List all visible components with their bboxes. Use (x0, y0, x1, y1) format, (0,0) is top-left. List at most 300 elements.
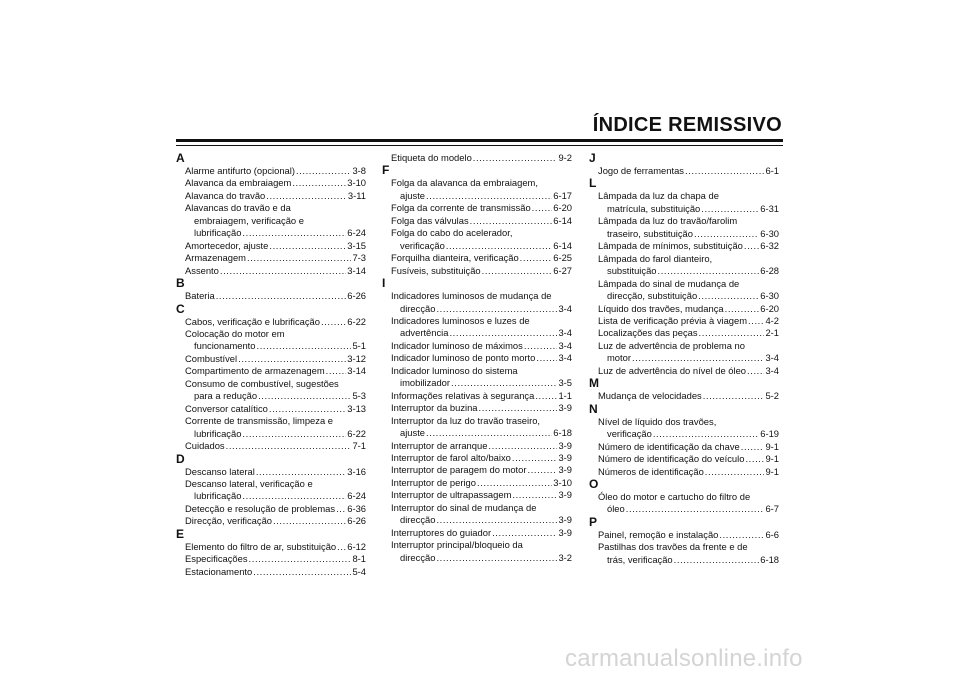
index-page-number: 3-9 (558, 489, 572, 501)
index-entry (589, 215, 779, 240)
dot-leader (242, 227, 346, 239)
index-entry (382, 352, 572, 364)
index-entry (382, 489, 572, 501)
index-entry-text: Interruptor de arranque (391, 439, 488, 451)
index-entry (589, 340, 779, 365)
index-entry-text: Corrente de transmissão, limpeza e (185, 415, 333, 427)
index-entry-text: trás, verificação (607, 553, 673, 565)
index-entry-text: Lâmpada do sinal de mudança de (598, 277, 740, 289)
index-page-number: 6-1 (765, 165, 779, 176)
index-entry-text: Elemento do filtro de ar, substituição (185, 540, 337, 552)
index-page-number: 5-3 (352, 390, 366, 402)
index-entry (589, 529, 779, 541)
index-page-number: 4-2 (765, 314, 779, 326)
index-page-number: 3-9 (558, 402, 572, 414)
index-entry-text: Assento (185, 264, 219, 276)
index-entry (176, 265, 366, 277)
index-page-number: 6-6 (765, 528, 779, 540)
index-entry (382, 252, 572, 264)
index-entry-text: Alarme antifurto (opcional) (185, 165, 295, 176)
index-entry-text: Interruptores do guiador (391, 526, 492, 538)
index-page-number: 6-24 (347, 490, 366, 502)
index-entry (382, 402, 572, 414)
dot-leader (520, 252, 553, 264)
index-letter-heading: C (176, 301, 185, 316)
dot-leader (337, 541, 346, 553)
dot-leader (705, 466, 765, 478)
index-entry-text: Folga do cabo do acelerador, (391, 227, 513, 239)
index-entry-text: Cabos, verificação e lubrificação (185, 315, 320, 327)
dot-leader (253, 566, 351, 578)
index-page-number: 7-1 (352, 440, 366, 452)
index-entry (382, 365, 572, 390)
dot-leader (446, 240, 552, 252)
dot-leader (326, 365, 347, 377)
index-entry-text: Alavanca da embraiagem (185, 177, 292, 189)
index-page-number: 3-11 (347, 189, 366, 201)
index-column-1 (176, 152, 366, 578)
index-entry-text: Líquido dos travões, mudança (598, 302, 724, 314)
index-entry-text: Óleo do motor e cartucho do filtro de (598, 490, 751, 502)
dot-leader (653, 428, 759, 440)
index-entry-text: Lista de verificação prévia à viagem (598, 314, 748, 326)
dot-leader (694, 228, 759, 240)
dot-leader (296, 165, 351, 177)
index-page-number: 3-10 (347, 177, 366, 189)
index-entry-text: Indicadores luminosos e luzes de (391, 314, 530, 326)
dot-leader (269, 403, 346, 415)
index-entry-text: substituição (607, 265, 657, 277)
index-entry-text: Etiqueta do modelo (391, 152, 472, 163)
page-title: ÍNDICE REMISSIVO (592, 114, 782, 136)
index-entry-text: Especificações (185, 553, 248, 565)
index-entry (176, 440, 366, 452)
index-page-number: 3-9 (558, 464, 572, 476)
index-entry-text: Interruptor principal/bloqueio da (391, 539, 523, 551)
index-letter-heading: E (176, 526, 185, 541)
index-entry (589, 491, 779, 516)
dot-leader (632, 352, 764, 364)
index-entry (382, 265, 572, 277)
index-letter-heading: B (176, 276, 185, 291)
dot-leader (436, 303, 557, 315)
index-letter-heading: P (589, 514, 598, 529)
index-entry (176, 566, 366, 578)
index-entry (382, 290, 572, 315)
dot-leader (658, 265, 760, 277)
index-entry-text: Interruptor de ultrapassagem (391, 489, 512, 501)
index-page-number: 9-1 (765, 440, 779, 452)
index-entry (589, 303, 779, 315)
index-entry-text: Luz de advertência de problema no (598, 339, 745, 351)
dot-leader (512, 452, 558, 464)
index-page-number: 6-14 (553, 239, 572, 251)
index-page-number: 3-12 (347, 352, 366, 364)
index-entry (382, 464, 572, 476)
index-letter-heading: D (176, 451, 185, 466)
index-entry-text: Alavanca do travão (185, 189, 266, 201)
dot-leader (426, 190, 552, 202)
dot-leader (258, 390, 351, 402)
index-entry-text: Mudança de velocidades (598, 390, 702, 402)
index-page-number: 5-1 (352, 340, 366, 352)
index-entry-text: verificação (400, 239, 445, 251)
index-entry (382, 177, 572, 202)
index-entry (589, 190, 779, 215)
index-entry (176, 541, 366, 553)
index-entry-text: Luz de advertência do nível de óleo (598, 364, 747, 376)
index-entry-text: Lâmpada do farol dianteiro, (598, 252, 713, 264)
index-entry-text: Lâmpada da luz do travão/farolim (598, 215, 738, 227)
index-entry (589, 441, 779, 453)
index-entry-text: Interruptor da buzina (391, 402, 478, 414)
index-entry-text: Lâmpada de mínimos, substituição (598, 240, 743, 252)
dot-leader (698, 290, 759, 302)
dot-leader (477, 477, 552, 489)
index-entry-text: Compartimento de armazenagem (185, 365, 325, 377)
index-entry (176, 190, 366, 202)
index-letter-heading: A (176, 151, 185, 165)
index-page-number: 3-10 (553, 476, 572, 488)
index-page-number: 5-4 (352, 565, 366, 577)
index-entry (176, 553, 366, 565)
dot-leader (701, 203, 759, 215)
dot-leader (238, 353, 346, 365)
index-entry-text: advertência (400, 327, 449, 339)
index-entry (176, 365, 366, 377)
index-entry (176, 252, 366, 264)
index-entry-text: direcção (400, 514, 436, 526)
index-entry (382, 415, 572, 440)
index-entry-text: Interruptor de paragem do motor (391, 464, 527, 476)
index-page-number: 6-26 (347, 290, 366, 302)
index-entry (382, 215, 572, 227)
index-entry-text: Descanso lateral (185, 465, 255, 477)
index-page-number: 8-1 (352, 553, 366, 565)
index-entry (176, 466, 366, 478)
index-page-number: 6-19 (760, 428, 779, 440)
index-entry-text: motor (607, 352, 631, 364)
index-entry-text: ajuste (400, 189, 426, 201)
index-entry (176, 503, 366, 515)
index-entry (176, 316, 366, 328)
index-page-number: 3-9 (558, 526, 572, 538)
index-page-number: 9-1 (765, 465, 779, 477)
index-letter-heading: O (589, 476, 599, 491)
index-page-number: 3-4 (558, 302, 572, 314)
index-page-number: 9-1 (765, 453, 779, 465)
dot-leader (725, 303, 760, 315)
dot-leader (266, 190, 347, 202)
index-page-number: 6-18 (760, 553, 779, 565)
index-entry (382, 227, 572, 252)
index-entry (176, 515, 366, 527)
index-entry-text: Bateria (185, 290, 215, 302)
index-entry (382, 315, 572, 340)
index-entry-text: Localizações das peças (598, 327, 698, 339)
dot-leader (528, 464, 558, 476)
dot-leader (524, 340, 558, 352)
index-page-number: 6-7 (765, 503, 779, 515)
index-entry-text: Armazenagem (185, 252, 246, 264)
index-letter-heading: N (589, 401, 598, 416)
index-page-number: 2-1 (765, 327, 779, 339)
index-entry (176, 202, 366, 239)
dot-leader (703, 390, 765, 402)
index-page-number: 3-13 (347, 402, 366, 414)
index-page-number: 3-4 (558, 352, 572, 364)
title-rule-thick (176, 139, 783, 142)
index-entry (589, 315, 779, 327)
dot-leader (745, 453, 764, 465)
index-entry (589, 453, 779, 465)
index-entry (589, 253, 779, 278)
index-page-number: 3-9 (558, 439, 572, 451)
dot-leader (220, 265, 346, 277)
index-entry-text: Cuidados (185, 440, 225, 452)
index-entry (176, 177, 366, 189)
index-page-number: 3-16 (347, 465, 366, 477)
dot-leader (741, 441, 765, 453)
dot-leader (247, 252, 351, 264)
index-entry-text: Direcção, verificação (185, 515, 273, 527)
dot-leader (436, 514, 557, 526)
dot-leader (426, 427, 552, 439)
index-entry (382, 539, 572, 564)
dot-leader (321, 316, 346, 328)
index-page-number: 6-14 (553, 214, 572, 226)
index-entry-text: Informações relativas à segurança (391, 389, 535, 401)
title-rule-thin (176, 145, 783, 146)
index-entry (382, 152, 572, 164)
index-entry-text: direcção (400, 551, 436, 563)
index-entry-text: Interruptor da luz do travão traseiro, (391, 414, 541, 426)
index-entry-text: Interruptor de farol alto/baixo (391, 451, 511, 463)
dot-leader (535, 390, 557, 402)
index-column-3 (589, 152, 779, 566)
index-entry (382, 527, 572, 539)
index-entry (589, 165, 779, 177)
index-entry-text: Indicador luminoso de máximos (391, 339, 523, 351)
index-letter-heading: F (382, 163, 390, 178)
dot-leader (336, 503, 346, 515)
index-entry-text: funcionamento (194, 340, 256, 352)
index-page-number: 3-5 (558, 377, 572, 389)
index-page-number: 3-8 (352, 165, 366, 176)
dot-leader (249, 553, 352, 565)
index-entry-text: Folga da alavanca da embraiagem, (391, 177, 538, 189)
index-entry (176, 328, 366, 353)
index-page-number: 6-22 (347, 315, 366, 327)
index-entry-text: Colocação do motor em (185, 327, 285, 339)
index-entry (382, 452, 572, 464)
dot-leader (747, 365, 764, 377)
index-entry (176, 478, 366, 503)
index-entry-text: Fusíveis, substituição (391, 264, 481, 276)
index-page-number: 3-14 (347, 264, 366, 276)
index-letter-heading: M (589, 376, 599, 391)
index-page-number: 3-4 (558, 327, 572, 339)
index-entry-text: Conversor catalítico (185, 402, 268, 414)
index-entry-text: Painel, remoção e instalação (598, 528, 719, 540)
dot-leader (436, 552, 557, 564)
index-page-number: 6-26 (347, 515, 366, 527)
index-entry-text: lubrificação (194, 227, 242, 239)
dot-leader (536, 352, 557, 364)
index-entry (589, 365, 779, 377)
index-entry (176, 378, 366, 403)
dot-leader (674, 554, 760, 566)
index-entry-text: Descanso lateral, verificação e (185, 477, 313, 489)
index-page-number: 6-28 (760, 265, 779, 277)
dot-leader (488, 440, 557, 452)
index-entry (176, 165, 366, 177)
index-entry-text: Números de identificação (598, 465, 704, 477)
index-entry (589, 240, 779, 252)
index-entry (589, 327, 779, 339)
dot-leader (512, 489, 557, 501)
index-entry-text: Pastilhas dos travões da frente e de (598, 541, 748, 553)
dot-leader (479, 402, 558, 414)
index-entry-text: Número de identificação do veículo (598, 453, 745, 465)
index-entry-text: Alavancas do travão e da (185, 202, 291, 214)
index-entry (589, 390, 779, 402)
dot-leader (226, 440, 352, 452)
dot-leader (473, 152, 558, 164)
index-entry (176, 353, 366, 365)
index-page-number: 3-4 (765, 364, 779, 376)
index-page-number: 6-12 (347, 540, 366, 552)
dot-leader (451, 377, 557, 389)
index-page-number: 6-32 (760, 240, 779, 252)
index-page-number: 6-27 (553, 264, 572, 276)
index-entry-text: Indicadores luminosos de mudança de (391, 290, 552, 302)
index-entry-text: Número de identificação da chave (598, 440, 740, 452)
index-entry-text: direcção, substituição (607, 290, 698, 302)
index-entry-text: Folga da corrente de transmissão (391, 202, 531, 214)
dot-leader (216, 290, 347, 302)
index-letter-heading: L (589, 176, 597, 191)
dot-leader (269, 240, 346, 252)
index-entry-text: Detecção e resolução de problemas (185, 502, 336, 514)
dot-leader (748, 315, 764, 327)
index-entry-text: direcção (400, 302, 436, 314)
index-page-number: 3-9 (558, 514, 572, 526)
dot-leader (492, 527, 557, 539)
index-page-number: 7-3 (352, 252, 366, 264)
index-page-number: 6-17 (553, 189, 572, 201)
dot-leader (256, 466, 346, 478)
dot-leader (482, 265, 553, 277)
index-letter-heading: I (382, 276, 386, 291)
index-entry-text: Lâmpada da luz da chapa de (598, 190, 719, 202)
index-entry-text: ajuste (400, 427, 426, 439)
dot-leader (470, 215, 553, 227)
index-entry-text: Forquilha dianteira, verificação (391, 252, 519, 264)
index-page-number: 6-31 (760, 202, 779, 214)
index-entry (382, 390, 572, 402)
dot-leader (273, 515, 346, 527)
index-page-number: 9-2 (558, 152, 572, 163)
index-letter-heading: J (589, 151, 596, 165)
index-entry (589, 541, 779, 566)
index-page-number: 3-15 (347, 239, 366, 251)
index-page-number: 3-4 (765, 352, 779, 364)
index-entry-text: traseiro, substituição (607, 227, 693, 239)
dot-leader (719, 529, 764, 541)
index-entry (176, 240, 366, 252)
index-entry (176, 415, 366, 440)
index-entry (382, 440, 572, 452)
index-entry (589, 466, 779, 478)
index-page-number: 3-9 (558, 451, 572, 463)
index-entry-text: lubrificação (194, 490, 242, 502)
index-page-number: 6-25 (553, 252, 572, 264)
index-page-number: 6-20 (553, 202, 572, 214)
dot-leader (449, 327, 557, 339)
index-entry-text: matrícula, substituição (607, 202, 701, 214)
index-entry-text: Jogo de ferramentas (598, 165, 684, 176)
index-entry-text: para a redução (194, 390, 258, 402)
index-entry-text: Folga das válvulas (391, 214, 469, 226)
dot-leader (699, 327, 765, 339)
dot-leader (292, 177, 346, 189)
index-page-number: 6-20 (760, 302, 779, 314)
index-page-number: 6-22 (347, 427, 366, 439)
dot-leader (532, 202, 553, 214)
index-entry-text: lubrificação (194, 427, 242, 439)
index-page-number: 5-2 (765, 390, 779, 402)
index-entry-text: embraiagem, verificação e (194, 214, 304, 226)
index-entry-text: óleo (607, 503, 625, 515)
index-entry-text: Nível de líquido dos travões, (598, 415, 717, 427)
watermark: carmanualsonline.info (565, 645, 803, 672)
index-entry-text: Consumo de combustível, sugestões (185, 377, 339, 389)
index-entry (589, 278, 779, 303)
index-entry-text: verificação (607, 428, 652, 440)
index-entry-text: Indicador luminoso de ponto morto (391, 352, 536, 364)
index-entry-text: Interruptor de perigo (391, 476, 476, 488)
dot-leader (626, 503, 765, 515)
index-entry (589, 416, 779, 441)
dot-leader (242, 428, 346, 440)
index-entry-text: imobilizador (400, 377, 451, 389)
index-entry (382, 202, 572, 214)
index-entry-text: Estacionamento (185, 565, 253, 577)
index-entry (176, 403, 366, 415)
index-entry (382, 477, 572, 489)
index-page-number: 3-2 (558, 551, 572, 563)
index-entry-text: Indicador luminoso do sistema (391, 364, 518, 376)
index-column-2 (382, 152, 572, 564)
dot-leader (242, 490, 346, 502)
index-entry-text: Combustível (185, 352, 238, 364)
index-entry (176, 290, 366, 302)
index-entry-text: Amortecedor, ajuste (185, 239, 269, 251)
index-page-number: 6-30 (760, 227, 779, 239)
index-entry-text: Interruptor do sinal de mudança de (391, 501, 537, 513)
index-page-number: 6-24 (347, 227, 366, 239)
index-page-number: 6-18 (553, 427, 572, 439)
index-entry (382, 340, 572, 352)
dot-leader (257, 340, 352, 352)
index-page-number: 6-36 (347, 502, 366, 514)
index-page-number: 1-1 (558, 389, 572, 401)
index-page-number: 3-14 (347, 365, 366, 377)
dot-leader (744, 240, 759, 252)
index-entry (382, 502, 572, 527)
index-page-number: 6-30 (760, 290, 779, 302)
